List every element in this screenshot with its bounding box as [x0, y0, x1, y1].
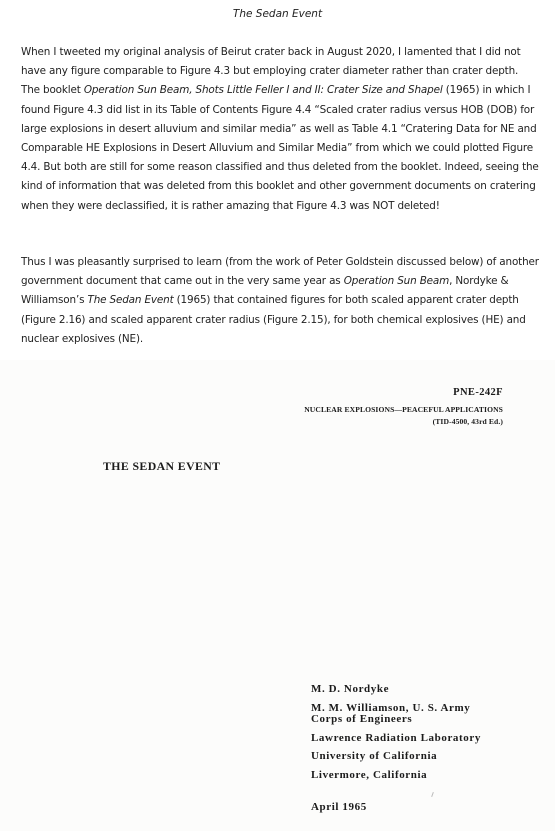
body-paragraph-2: [21, 253, 539, 349]
author-1: M. D. Nordyke: [311, 683, 390, 695]
author-2-line-1: M. M. Williamson, U. S. Army: [311, 701, 471, 714]
paragraph-2-text-a: Thus I was pleasantly surprised to learn (from the work of Peter Goldstein discussed below) of another government document that came out in the very same year as: [21, 256, 539, 288]
author-2-line-2: Corps of Engineers: [311, 713, 413, 725]
author-block: [311, 684, 481, 781]
document-number: PNE-242F: [453, 387, 503, 398]
page-title: The Sedan Event: [232, 8, 323, 20]
affiliation-2: University of California: [311, 750, 438, 762]
paragraph-2-text-c: (1965) that contained figures for both scaled apparent crater depth (Figure 2.16) and scaled apparent crater radius (Figure 2.15), for both chemical explosives (HE) and nuclear explosives (NE).: [21, 294, 526, 345]
series-line-1: NUCLEAR EXPLOSIONS—PEACEFUL APPLICATIONS: [304, 405, 503, 414]
paragraph-2-text-b: , Nordyke & Williamson’s: [21, 275, 509, 307]
sedan-event-ref: The Sedan Event: [87, 294, 174, 307]
scanned-title-page: [0, 360, 555, 831]
scan-speck: [431, 792, 434, 797]
series-info: [304, 404, 503, 428]
affiliation-3: Livermore, California: [311, 768, 428, 781]
paragraph-1-text-a: When I tweeted my original analysis of Beirut crater back in August 2020, I lamented that I did not have any figure comparable to Figure 4.3 but employing crater diameter rather than crater depth. The booklet: [21, 46, 521, 97]
document-date: April 1965: [311, 801, 367, 813]
body-paragraph-1: [21, 43, 539, 216]
series-line-2: (TID-4500, 43rd Ed.): [432, 417, 503, 426]
affiliation-1: Lawrence Radiation Laboratory: [311, 731, 481, 744]
paragraph-1-text-b: (1965) in which I found Figure 4.3 did list in its Table of Contents Figure 4.4 “Scaled crater radius versus HOB (DOB) for large explosions in desert alluvium and similar media” as well as Table 4.1 “Cratering Data for NE and Comparable HE Explosions in Desert Alluvium and Similar Media” from which we could plotted Figure 4.4. But both are still for some reason classified and thus deleted from the booklet. Indeed, seeing the kind of information that was deleted from this booklet and other government documents on cratering when they were declassified, it is rather amazing that Figure 4.3 was NOT deleted!: [21, 84, 539, 212]
document-title: THE SEDAN EVENT: [103, 459, 221, 473]
operation-sun-beam-booklet-title: Operation Sun Beam, Shots Little Feller I and II: Crater Size and Shapel: [83, 84, 443, 97]
operation-sun-beam-ref: Operation Sun Beam: [343, 275, 450, 288]
